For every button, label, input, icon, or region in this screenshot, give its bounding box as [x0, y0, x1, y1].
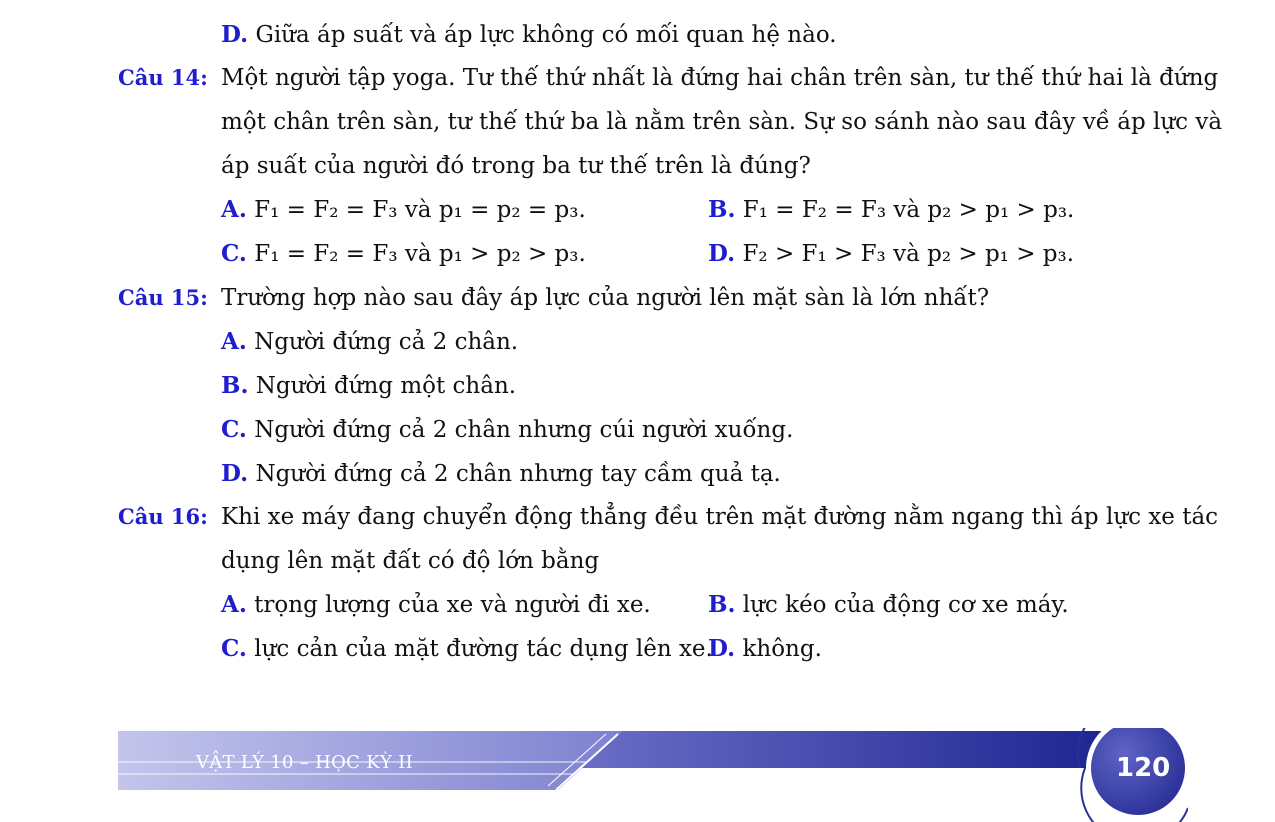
q15-option-b	[221, 372, 516, 400]
option-letter: B.	[708, 196, 736, 223]
q16-option-b	[708, 591, 1069, 619]
footer-title: VẬT LÝ 10 – HỌC KỲ II	[196, 752, 413, 773]
option-letter: A.	[221, 328, 247, 355]
q15-option-d	[221, 460, 781, 488]
page-number: 120	[1116, 753, 1171, 783]
option-letter: D.	[708, 635, 736, 662]
option-letter: B.	[221, 372, 249, 399]
page-footer	[118, 728, 1188, 822]
question-label-16: Câu 16:	[118, 504, 208, 529]
option-text: Giữa áp suất và áp lực không có mối quan hệ nào.	[255, 22, 837, 48]
question-16-line-1: Khi xe máy đang chuyển động thẳng đều trên mặt đường nằm ngang thì áp lực xe tác	[221, 504, 1219, 530]
option-text: lực kéo của động cơ xe máy.	[742, 592, 1069, 618]
option-text: Người đứng cả 2 chân.	[254, 329, 519, 355]
question-14-line-1: Một người tập yoga. Tư thế thứ nhất là đứng hai chân trên sàn, tư thế thứ hai là đứng	[221, 65, 1219, 91]
option-text: Người đứng cả 2 chân nhưng tay cầm quả tạ.	[255, 461, 781, 487]
option-letter: D.	[708, 240, 736, 267]
option-text: lực cản của mặt đường tác dụng lên xe.	[254, 636, 713, 662]
question-16-line-2: dụng lên mặt đất có độ lớn bằng	[221, 548, 600, 574]
option-letter: A.	[221, 196, 247, 223]
prev-option-d	[221, 21, 837, 49]
option-letter: C.	[221, 635, 247, 662]
q16-option-a	[221, 591, 651, 619]
option-letter: D.	[221, 460, 249, 487]
option-letter: C.	[221, 416, 247, 443]
option-text: F₂ > F₁ > F₃ và p₂ > p₁ > p₃.	[742, 241, 1075, 267]
q14-option-c	[221, 240, 586, 268]
option-text: Người đứng một chân.	[255, 373, 517, 399]
q14-option-b	[708, 196, 1074, 224]
option-letter: C.	[221, 240, 247, 267]
option-text: F₁ = F₂ = F₃ và p₁ = p₂ = p₃.	[254, 197, 586, 223]
q15-option-c	[221, 416, 793, 444]
q14-option-d	[708, 240, 1074, 268]
option-letter: B.	[708, 591, 736, 618]
option-text: F₁ = F₂ = F₃ và p₂ > p₁ > p₃.	[742, 197, 1075, 223]
option-text: F₁ = F₂ = F₃ và p₁ > p₂ > p₃.	[254, 241, 586, 267]
option-text: Người đứng cả 2 chân nhưng cúi người xuống.	[254, 417, 794, 443]
q16-option-c	[221, 635, 713, 663]
q15-option-a	[221, 328, 518, 356]
option-letter: A.	[221, 591, 247, 618]
option-letter: D.	[221, 21, 249, 48]
option-text: trọng lượng của xe và người đi xe.	[254, 592, 651, 618]
footer-banner-graphic	[118, 728, 1188, 822]
q14-option-a	[221, 196, 586, 224]
option-text: không.	[742, 636, 822, 662]
question-14-line-2: một chân trên sàn, tư thế thứ ba là nằm trên sàn. Sự so sánh nào sau đây về áp lực và	[221, 109, 1223, 135]
q16-option-d	[708, 635, 822, 663]
question-label-15: Câu 15:	[118, 285, 208, 310]
question-14-line-3: áp suất của người đó trong ba tư thế trên là đúng?	[221, 153, 811, 179]
question-15-line-1: Trường hợp nào sau đây áp lực của người lên mặt sàn là lớn nhất?	[221, 285, 990, 311]
question-label-14: Câu 14:	[118, 65, 208, 90]
